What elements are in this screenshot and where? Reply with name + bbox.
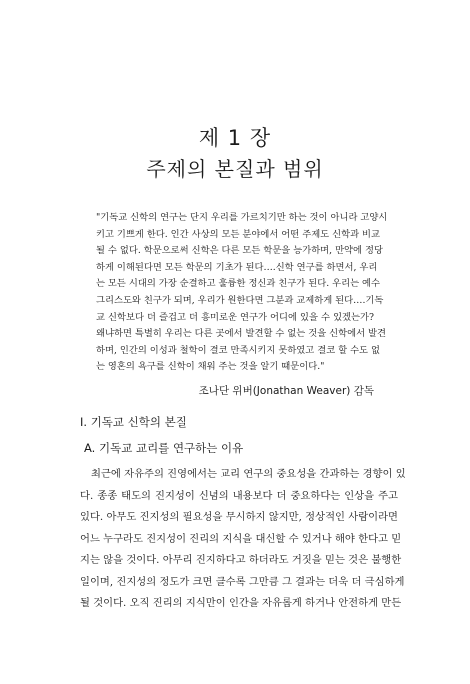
body-line: 될 것이다. 오직 진리의 지식만이 인간을 자유롭게 하거나 안전하게 만든	[80, 597, 402, 609]
epigraph-line: 는 영혼의 욕구를 신학이 채워 주는 것을 알기 때문이다."	[96, 361, 325, 373]
epigraph-line: 왜냐하면 특별히 우리는 다른 곳에서 발견할 수 없는 것을 신학에서 발견	[96, 328, 386, 340]
epigraph-line: 될 수 없다. 학문으로써 신학은 다른 모든 학문을 능가하며, 만약에 정당	[96, 245, 383, 257]
epigraph-line: 는 모든 시대의 가장 순결하고 훌륭한 정신과 친구가 된다. 우리는 예수	[96, 278, 380, 290]
chapter-title: 주제의 본질과 범위	[146, 157, 324, 181]
epigraph-line: 교 신학보다 더 즐겁고 더 흥미로운 연구가 어디에 있을 수 있겠는가?	[96, 311, 374, 323]
body-line: 일이며, 진지성의 정도가 크면 클수록 그만큼 그 결과는 더욱 더 극심하게	[80, 575, 405, 588]
epigraph-line: 하며, 인간의 이성과 철학이 결코 만족시키지 못하였고 결코 할 수도 없	[96, 344, 380, 356]
epigraph-line: 키고 기쁘게 한다. 인간 사상의 모든 분야에서 어떤 주제도 신학과 비교	[96, 228, 380, 240]
epigraph-quote	[96, 210, 388, 376]
body-line: 다. 종종 태도의 진지성이 신념의 내용보다 더 중요하다는 인상을 주고	[80, 489, 398, 502]
body-line: 최근에 자유주의 진영에서는 교리 연구의 중요성을 간과하는 경향이 있	[91, 468, 406, 480]
section-heading: Ⅰ. 기독교 신학의 본질	[80, 415, 187, 429]
epigraph-line: "기독교 신학의 연구는 단지 우리를 가르치기만 하는 것이 아니라 고양시	[96, 212, 388, 223]
body-line: 있다. 아무도 진지성의 필요성을 무시하지 않지만, 정상적인 사람이라면	[80, 511, 398, 523]
epigraph-line: 하게 이해된다면 모든 학문의 기초가 된다….신학 연구를 하면서, 우리	[96, 261, 378, 273]
body-line: 지는 않을 것이다. 아무리 진지하다고 하더라도 거짓을 믿는 것은 불행한	[80, 554, 402, 566]
epigraph-attribution: 조나단 위버(Jonathan Weaver) 감독	[198, 385, 374, 397]
epigraph-line: 그리스도와 친구가 되며, 우리가 원한다면 그분과 교제하게 된다….기독	[96, 294, 384, 306]
subsection-heading: A. 기독교 교리를 연구하는 이유	[84, 441, 244, 455]
body-line: 어느 누구라도 진지성이 진리의 지식을 대신할 수 있거나 해야 한다고 믿	[80, 532, 402, 545]
body-paragraph	[80, 464, 406, 615]
chapter-number: 제 1 장	[198, 126, 272, 150]
